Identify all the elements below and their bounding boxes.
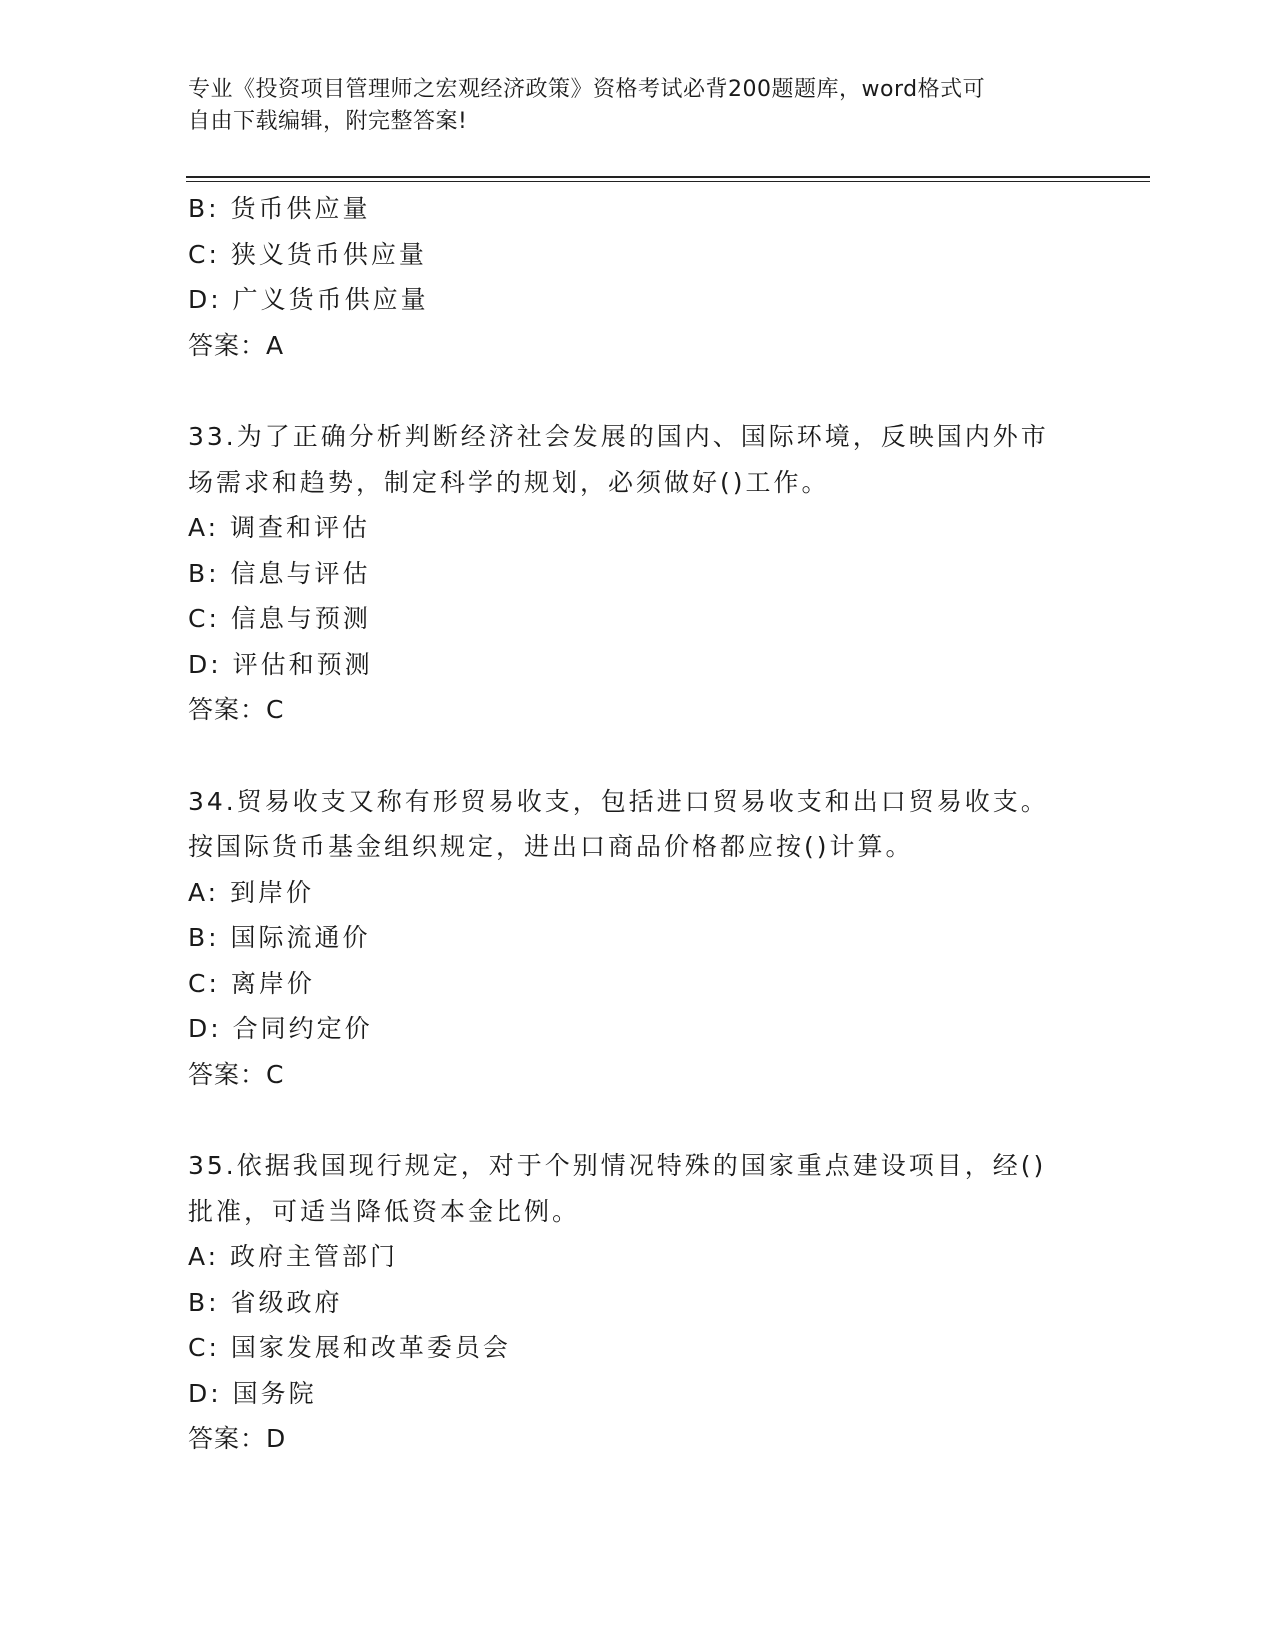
stem-line-1: 34.贸易收支又称有形贸易收支，包括进口贸易收支和出口贸易收支。 <box>188 786 1049 816</box>
option-c: C: 狭义货币供应量 <box>188 239 427 269</box>
question-34 <box>188 779 1088 1098</box>
option-d: D: 评估和预测 <box>188 649 373 679</box>
stem-line-1: 35.依据我国现行规定，对于个别情况特殊的国家重点建设项目，经() <box>188 1151 1047 1180</box>
option-b: B: 国际流通价 <box>188 923 371 952</box>
header-rule-thin <box>186 181 1150 182</box>
option-c: C: 信息与预测 <box>188 604 371 633</box>
option-d: D: 国务院 <box>188 1378 317 1408</box>
header-line-1: 专业《投资项目管理师之宏观经济政策》资格考试必背200题题库，word格式可 <box>188 77 986 102</box>
option-b: B: 省级政府 <box>188 1287 343 1317</box>
stem-line-2: 场需求和趋势，制定科学的规划，必须做好()工作。 <box>188 467 830 497</box>
option-d: D: 广义货币供应量 <box>188 285 429 314</box>
option-c: C: 国家发展和改革委员会 <box>188 1333 511 1362</box>
stem-line-1: 33.为了正确分析判断经济社会发展的国内、国际环境，反映国内外市 <box>188 422 1049 451</box>
option-a: A: 调查和评估 <box>188 513 371 542</box>
option-d: D: 合同约定价 <box>188 1014 373 1043</box>
option-a: A: 政府主管部门 <box>188 1242 399 1271</box>
answer: 答案：C <box>188 695 285 724</box>
question-33 <box>188 414 1088 733</box>
answer: 答案：C <box>188 1059 285 1089</box>
question-35 <box>188 1143 1088 1462</box>
answer: 答案：D <box>188 1424 287 1453</box>
stem-line-2: 批准，可适当降低资本金比例。 <box>188 1196 581 1226</box>
document-header <box>188 74 1088 138</box>
option-a: A: 到岸价 <box>188 877 315 907</box>
option-b: B: 货币供应量 <box>188 194 371 223</box>
question-list <box>188 186 1088 1462</box>
header-rule-thick <box>186 176 1150 178</box>
carry-over-question <box>188 186 1088 368</box>
answer: 答案：A <box>188 330 285 360</box>
question-stem <box>188 1143 1068 1234</box>
option-c: C: 离岸价 <box>188 968 315 998</box>
question-stem <box>188 414 1068 505</box>
stem-line-2: 按国际货币基金组织规定，进出口商品价格都应按()计算。 <box>188 832 914 861</box>
question-stem <box>188 779 1068 870</box>
header-line-2: 自由下载编辑，附完整答案! <box>188 109 468 134</box>
option-b: B: 信息与评估 <box>188 558 371 588</box>
